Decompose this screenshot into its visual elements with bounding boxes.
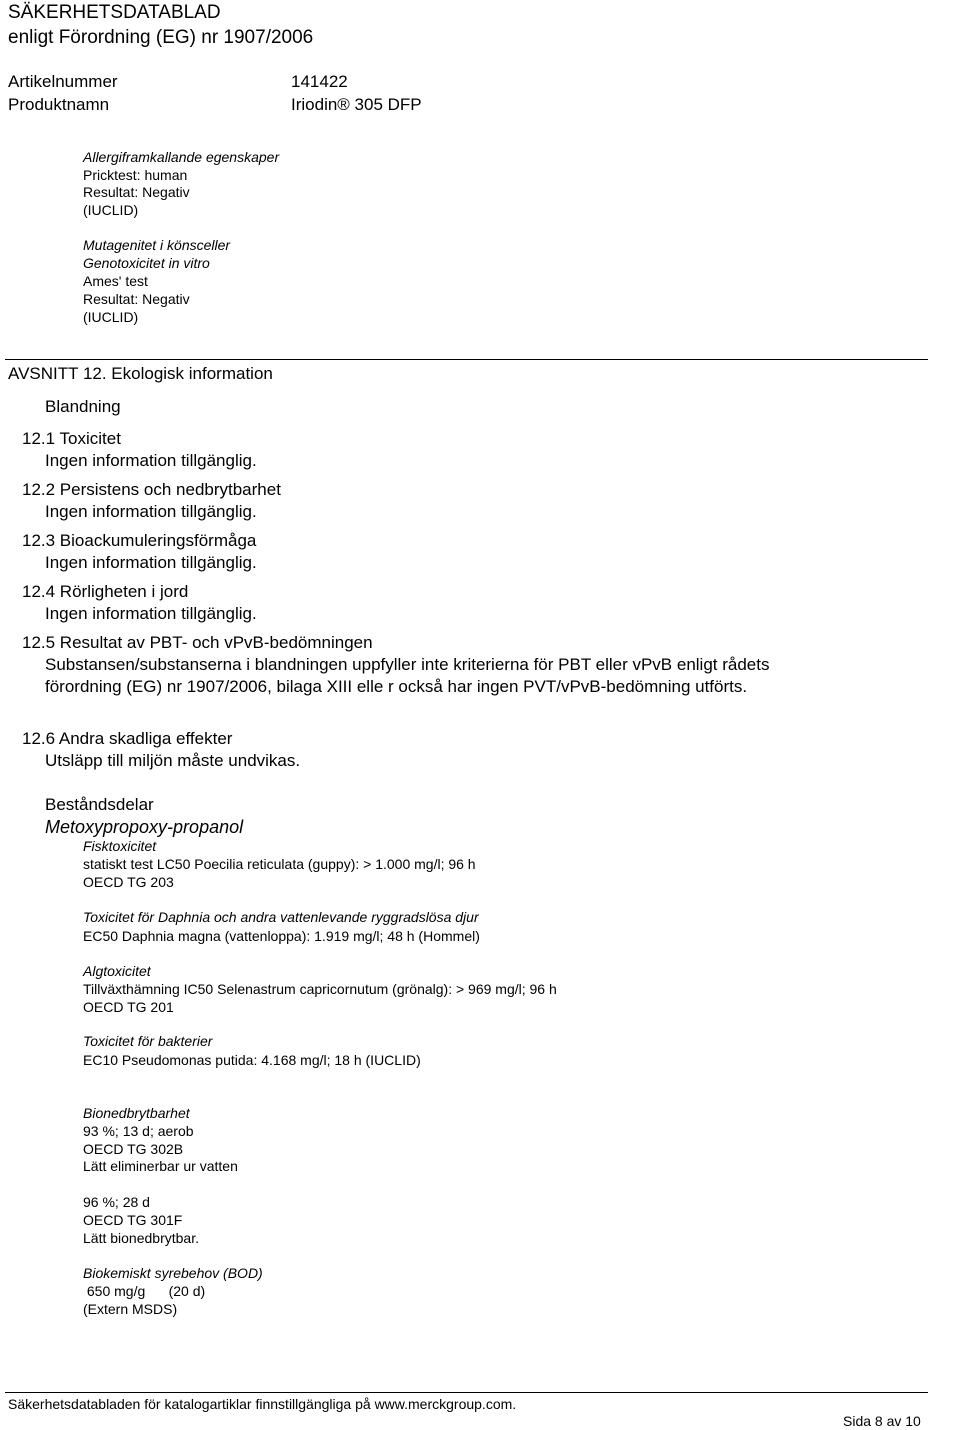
substance-name: Metoxypropoxy-propanol	[45, 817, 244, 837]
mutagenicity-line: (IUCLID)	[83, 309, 139, 325]
mixture-label: Blandning	[45, 397, 121, 416]
daphnia-toxicity-line: EC50 Daphnia magna (vattenloppa): 1.919 mg/l; 48 h (Hommel)	[83, 928, 480, 944]
subsection-text-12-5: Substansen/substanserna i blandningen uppfyller inte kriterierna för PBT eller vPvB enligt rådets förordning (EG) nr 1907/2006, bilaga XIII elle r också har ingen PVT/vPvB-bedömning utförts.	[45, 655, 770, 696]
article-number-label: Artikelnummer	[8, 72, 118, 91]
subsection-text-12-2: Ingen information tillgänglig.	[45, 502, 257, 521]
document-title: SÄKERHETSDATABLAD	[8, 2, 221, 23]
subsection-heading-12-4: 12.4 Rörligheten i jord	[22, 582, 189, 601]
fish-toxicity-line: OECD TG 203	[83, 874, 174, 890]
biodegradability-line: OECD TG 301F	[83, 1212, 183, 1228]
mutagenicity-line: Resultat: Negativ	[83, 291, 190, 307]
page-number: Sida 8 av 10	[843, 1413, 921, 1429]
product-name-value: Iriodin® 305 DFP	[291, 95, 422, 114]
biodegradability-line: 93 %; 13 d; aerob	[83, 1123, 194, 1139]
subsection-text-12-3: Ingen information tillgänglig.	[45, 553, 257, 572]
daphnia-toxicity-title: Toxicitet för Daphnia och andra vattenlevande ryggradslösa djur	[83, 909, 479, 925]
subsection-heading-12-2: 12.2 Persistens och nedbrytbarhet	[22, 480, 281, 499]
mutagenicity-line: Ames' test	[83, 273, 148, 289]
allergy-line: (IUCLID)	[83, 202, 139, 218]
subsection-heading-12-1: 12.1 Toxicitet	[22, 429, 121, 448]
bod-title: Biokemiskt syrebehov (BOD)	[83, 1265, 263, 1281]
fish-toxicity-line: statiskt test LC50 Poecilia reticulata (guppy): > 1.000 mg/l; 96 h	[83, 856, 476, 872]
allergy-line: Pricktest: human	[83, 167, 188, 183]
biodegradability-line: 96 %; 28 d	[83, 1194, 150, 1210]
footer-divider	[5, 1392, 928, 1393]
mutagenicity-title: Mutagenitet i könsceller	[83, 237, 231, 253]
biodegradability-line: OECD TG 302B	[83, 1141, 184, 1157]
regulation-line: enligt Förordning (EG) nr 1907/2006	[8, 27, 314, 48]
algae-toxicity-title: Algtoxicitet	[83, 963, 151, 979]
subsection-text-12-4: Ingen information tillgänglig.	[45, 604, 257, 623]
subsection-text-12-6: Utsläpp till miljön måste undvikas.	[45, 751, 301, 770]
bacteria-toxicity-title: Toxicitet för bakterier	[83, 1033, 213, 1049]
components-title: Beståndsdelar	[45, 795, 154, 814]
biodegradability-line: Lätt eliminerbar ur vatten	[83, 1158, 238, 1174]
bacteria-toxicity-line: EC10 Pseudomonas putida: 4.168 mg/l; 18 h (IUCLID)	[83, 1052, 421, 1068]
section-12-title: AVSNITT 12. Ekologisk information	[8, 364, 273, 383]
product-name-label: Produktnamn	[8, 95, 110, 114]
allergy-line: Resultat: Negativ	[83, 184, 190, 200]
bod-line: (Extern MSDS)	[83, 1301, 178, 1317]
algae-toxicity-line: OECD TG 201	[83, 999, 174, 1015]
article-number-value: 141422	[291, 72, 348, 91]
footer-text: Säkerhetsdatabladen för katalogartiklar finnstillgängliga på www.merckgroup.com.	[8, 1396, 517, 1412]
subsection-heading-12-6: 12.6 Andra skadliga effekter	[22, 729, 233, 748]
biodegradability-line: Lätt bionedbrytbar.	[83, 1230, 199, 1246]
fish-toxicity-title: Fisktoxicitet	[83, 838, 157, 854]
bod-line: 650 mg/g (20 d)	[83, 1283, 206, 1299]
subsection-text-12-1: Ingen information tillgänglig.	[45, 451, 257, 470]
subsection-heading-12-3: 12.3 Bioackumuleringsförmåga	[22, 531, 257, 550]
mutagenicity-subtitle: Genotoxicitet in vitro	[83, 255, 210, 271]
biodegradability-title: Bionedbrytbarhet	[83, 1105, 190, 1121]
algae-toxicity-line: Tillväxthämning IC50 Selenastrum capricornutum (grönalg): > 969 mg/l; 96 h	[83, 981, 557, 997]
subsection-heading-12-5: 12.5 Resultat av PBT- och vPvB-bedömningen	[22, 633, 373, 652]
section-divider	[5, 359, 928, 360]
allergy-title: Allergiframkallande egenskaper	[83, 149, 280, 165]
